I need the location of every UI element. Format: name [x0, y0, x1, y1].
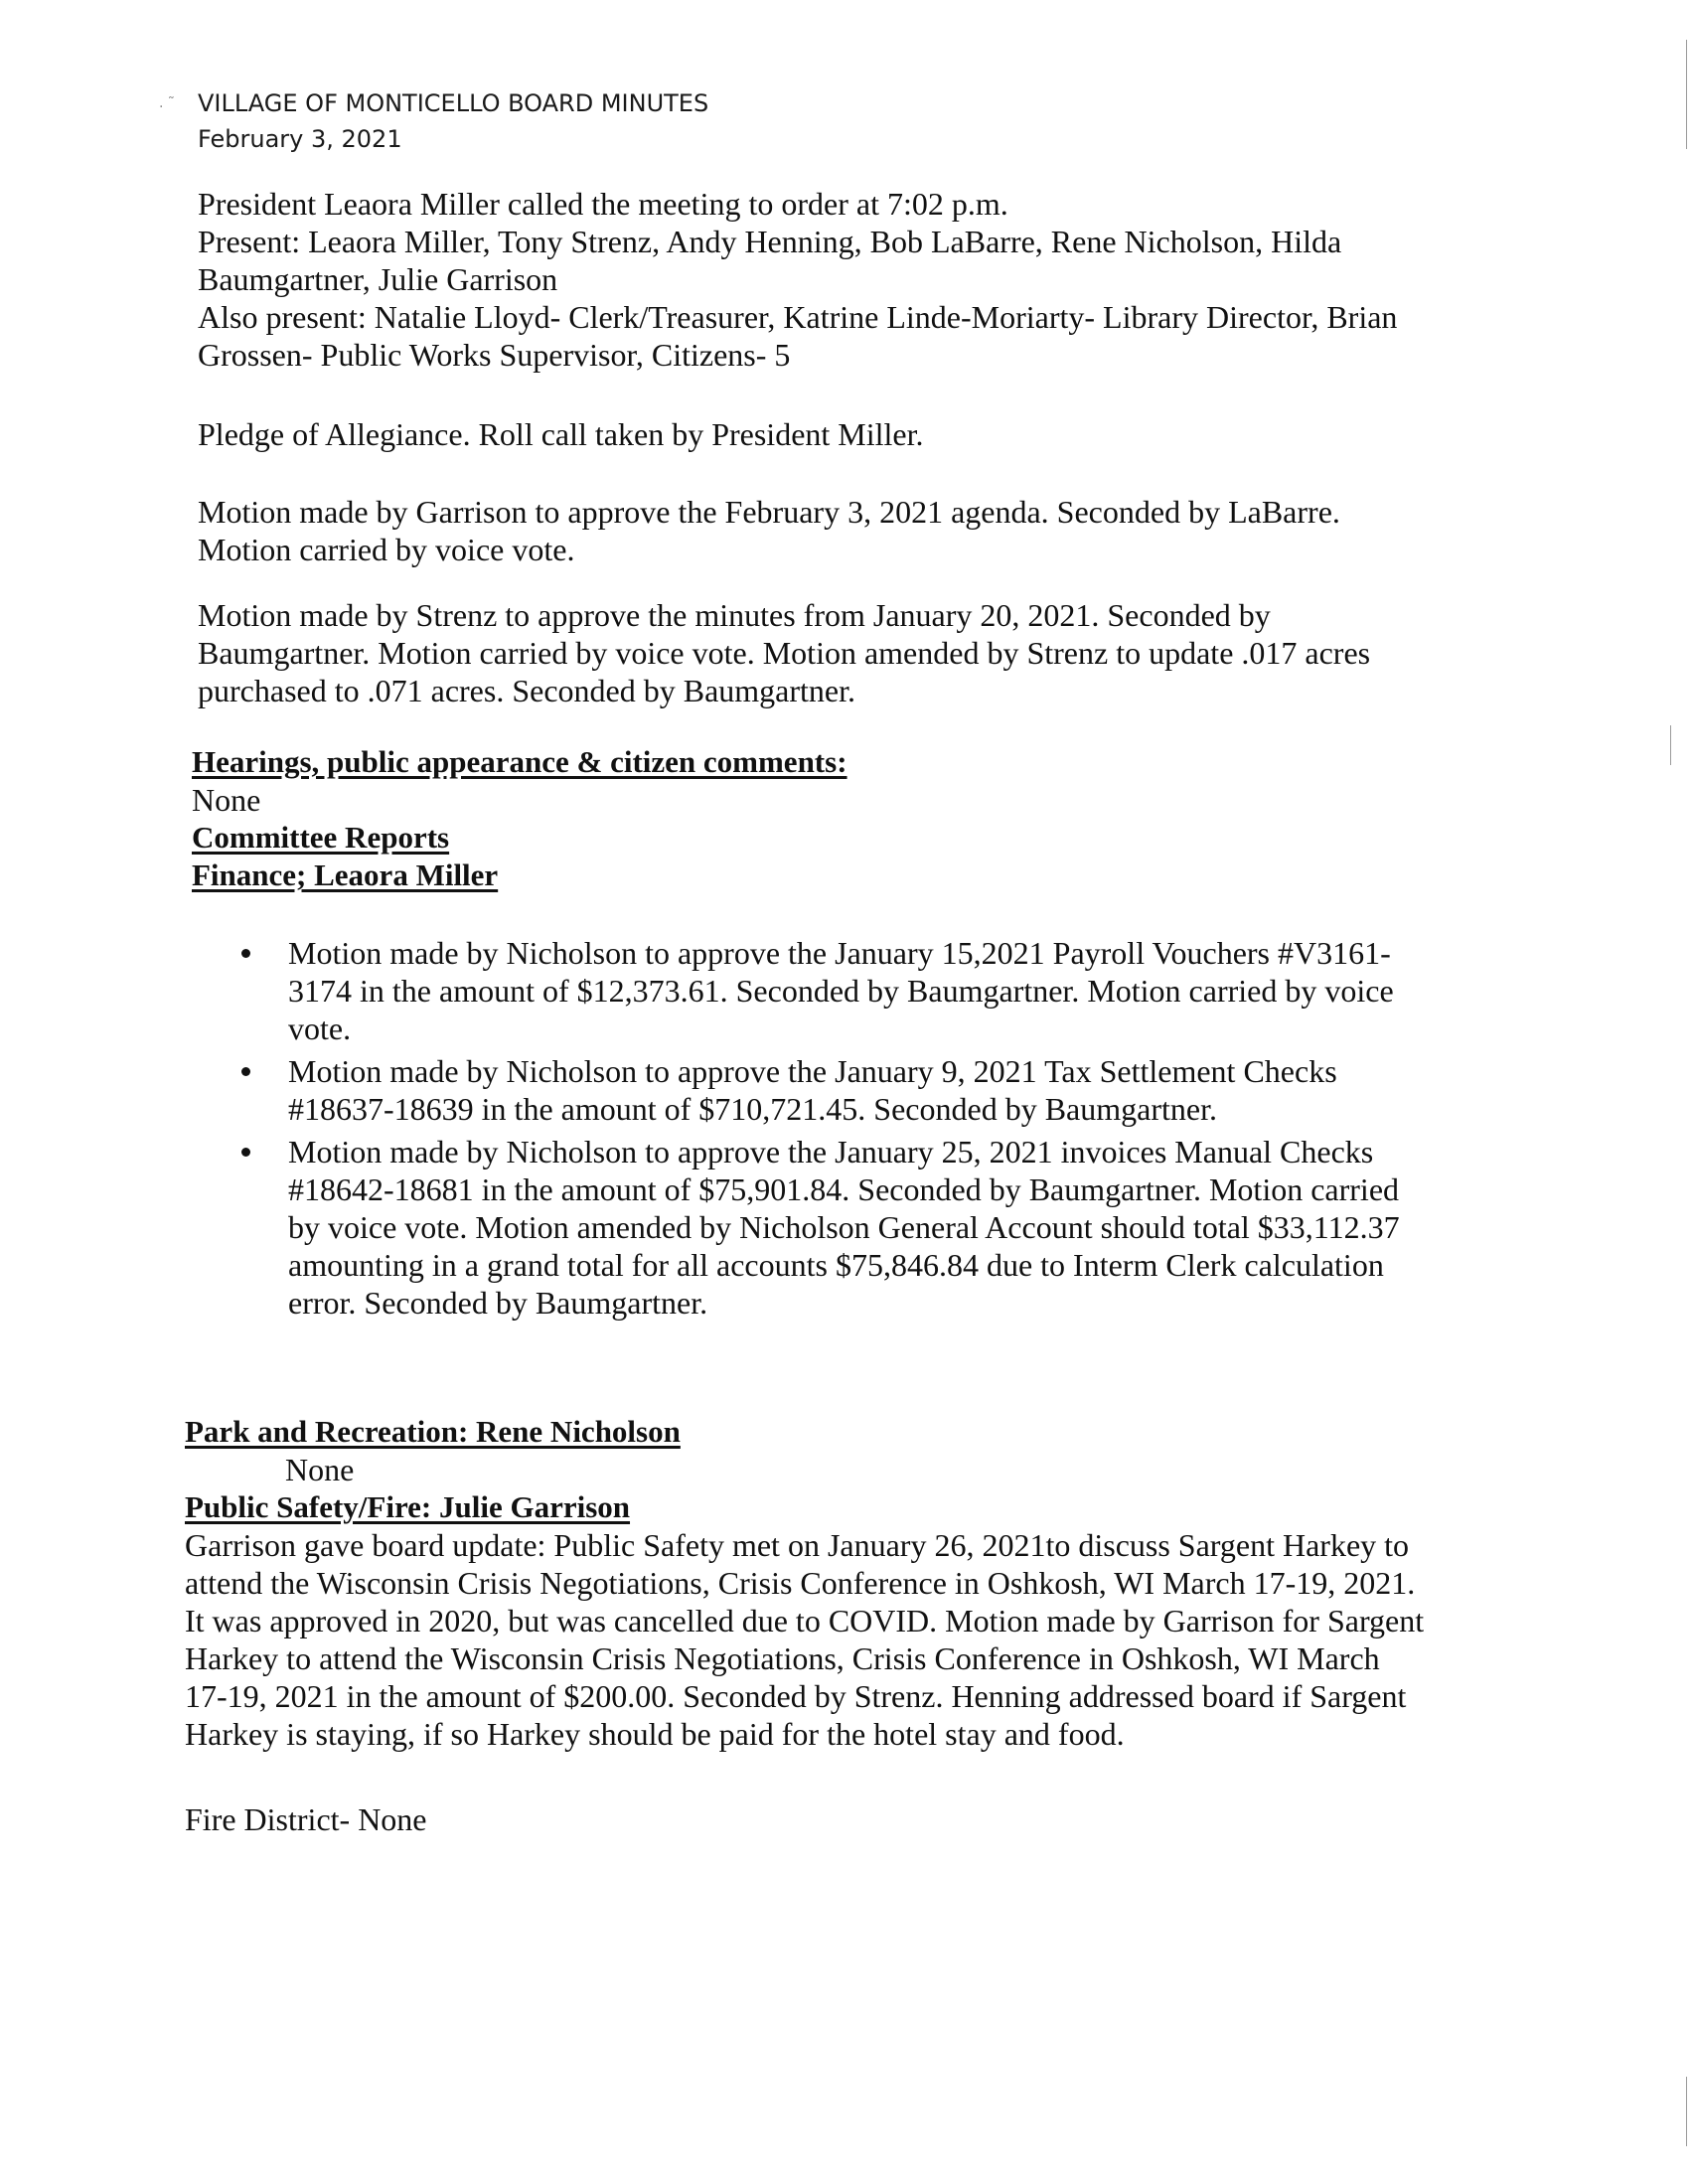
list-item-line: Motion made by Nicholson to approve the January 9, 2021 Tax Settlement Checks [288, 1053, 1337, 1089]
list-item-line: error. Seconded by Baumgartner. [288, 1285, 708, 1321]
also-present-line-1: Also present: Natalie Lloyd- Clerk/Treasurer, Katrine Linde-Moriarty- Library Director, Brian [198, 299, 1398, 335]
list-item [241, 934, 1400, 1047]
park-recreation-section [185, 1413, 681, 1488]
minutes-motion-line: purchased to .071 acres. Seconded by Baumgartner. [198, 673, 856, 708]
agenda-motion-line: Motion carried by voice vote. [198, 532, 575, 567]
finance-heading: Finance; Leaora Miller [192, 858, 499, 892]
finance-motions-list [241, 934, 1400, 1326]
scan-margin-mark [1686, 40, 1687, 149]
public-safety-line: Harkey is staying, if so Harkey should be paid for the hotel stay and food. [185, 1716, 1125, 1752]
list-item-line: vote. [288, 1011, 352, 1046]
list-item-line: #18637-18639 in the amount of $710,721.45. Seconded by Baumgartner. [288, 1091, 1217, 1127]
scan-artifact: . ˜ [159, 95, 175, 111]
public-safety-line: attend the Wisconsin Crisis Negotiations, Crisis Conference in Oshkosh, WI March 17-19, 2021. [185, 1565, 1416, 1601]
hearings-section [192, 743, 847, 894]
list-item-line: Motion made by Nicholson to approve the January 15,2021 Payroll Vouchers #V3161- [288, 935, 1391, 971]
bullet-icon [241, 1148, 250, 1157]
document-header [198, 85, 708, 157]
minutes-motion [198, 596, 1370, 709]
list-item-line: 3174 in the amount of $12,373.61. Seconded by Baumgartner. Motion carried by voice [288, 973, 1394, 1009]
hearings-text: None [192, 782, 261, 818]
list-item [241, 1133, 1400, 1322]
list-item-line: Motion made by Nicholson to approve the January 25, 2021 invoices Manual Checks [288, 1134, 1374, 1170]
present-line-2: Baumgartner, Julie Garrison [198, 261, 558, 297]
document-title: VILLAGE OF MONTICELLO BOARD MINUTES [198, 89, 709, 117]
park-recreation-heading: Park and Recreation: Rene Nicholson [185, 1414, 681, 1449]
agenda-motion-line: Motion made by Garrison to approve the February 3, 2021 agenda. Seconded by LaBarre. [198, 494, 1340, 530]
minutes-motion-line: Baumgartner. Motion carried by voice vote. Motion amended by Strenz to update .017 acres [198, 635, 1371, 671]
public-safety-line: 17-19, 2021 in the amount of $200.00. Seconded by Strenz. Henning addressed board if Sargent [185, 1678, 1407, 1714]
list-item-line: by voice vote. Motion amended by Nicholson General Account should total $33,112.37 [288, 1209, 1400, 1245]
public-safety-line: Garrison gave board update: Public Safety met on January 26, 2021to discuss Sargent Harkey to [185, 1527, 1410, 1563]
meeting-date: February 3, 2021 [198, 125, 402, 153]
scan-margin-mark [1670, 725, 1671, 765]
list-item-line: amounting in a grand total for all accounts $75,846.84 due to Interm Clerk calculation [288, 1247, 1384, 1283]
scan-margin-mark [1686, 2077, 1687, 2146]
hearings-heading: Hearings, public appearance & citizen comments: [192, 744, 847, 779]
call-to-order-text: President Leaora Miller called the meeting to order at 7:02 p.m. [198, 186, 1008, 222]
present-line-1: Present: Leaora Miller, Tony Strenz, Andy Henning, Bob LaBarre, Rene Nicholson, Hilda [198, 224, 1342, 259]
bullet-icon [241, 949, 250, 958]
fire-district-text: Fire District- None [185, 1801, 427, 1837]
committee-reports-heading: Committee Reports [192, 820, 450, 855]
public-safety-line: Harkey to attend the Wisconsin Crisis Negotiations, Crisis Conference in Oshkosh, WI March [185, 1640, 1380, 1676]
minutes-motion-line: Motion made by Strenz to approve the minutes from January 20, 2021. Seconded by [198, 597, 1271, 633]
public-safety-heading: Public Safety/Fire: Julie Garrison [185, 1489, 631, 1524]
pledge-text: Pledge of Allegiance. Roll call taken by President Miller. [198, 416, 924, 452]
public-safety-section [185, 1488, 1424, 1753]
opening-section [198, 185, 1397, 374]
also-present-line-2: Grossen- Public Works Supervisor, Citizens- 5 [198, 337, 791, 373]
park-recreation-text: None [285, 1452, 355, 1487]
list-item [241, 1052, 1400, 1128]
public-safety-line: It was approved in 2020, but was cancelled due to COVID. Motion made by Garrison for Sargent [185, 1603, 1425, 1638]
agenda-motion [198, 493, 1340, 568]
list-item-line: #18642-18681 in the amount of $75,901.84. Seconded by Baumgartner. Motion carried [288, 1171, 1400, 1207]
bullet-icon [241, 1067, 250, 1076]
